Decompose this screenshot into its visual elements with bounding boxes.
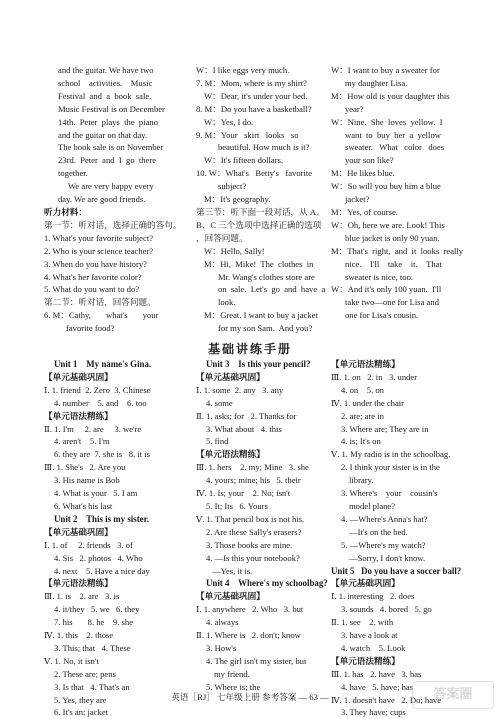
text-line: Ⅲ. 1. hers 2. my; Mine 3. she xyxy=(196,462,309,473)
text-line: ，回答问题。 xyxy=(196,232,248,243)
watermark-stamp: 答案圈 xyxy=(412,681,494,709)
text-line: model plane? xyxy=(349,500,396,511)
text-line: Mr. Wang's clothes store are xyxy=(218,271,315,282)
text-line: 4. The girl isn't my sister, but xyxy=(206,655,307,666)
text-line: M：Hi, Mike! The clothes in xyxy=(204,258,314,269)
text-line: Ⅱ. 1. asks; for 2. Thanks for xyxy=(196,410,297,421)
text-line: your son like? xyxy=(345,155,394,166)
text-line: Ⅱ. 1. see 2. with xyxy=(331,617,394,628)
text-line: 2. These are; pens xyxy=(54,668,116,679)
text-line: 8. M：Do you have a basketball? xyxy=(196,103,312,114)
text-line: 4. —Is this your notebook? xyxy=(206,552,300,563)
text-line: 3. sounds 4. bored 5. go xyxy=(341,604,432,615)
text-line: Unit 5 Do you have a soccer ball? xyxy=(331,565,462,576)
text-line: 4. always xyxy=(206,617,239,628)
column-middle-top xyxy=(196,64,326,335)
text-line: 9. M：Your skirt looks so xyxy=(196,129,299,140)
text-line: —It's on the bed. xyxy=(349,526,408,537)
text-line: 3. Where's your cousin's xyxy=(341,488,438,499)
text-line: 2. are; are in xyxy=(341,410,384,421)
text-line: 5. Where is; the xyxy=(206,681,261,692)
text-line: Unit 3 Is this your pencil? xyxy=(206,359,311,369)
text-line: 3. have a look at xyxy=(341,630,398,641)
text-line: 【单元语法精练】 xyxy=(44,410,113,421)
text-line: one for Lisa's cousin. xyxy=(345,310,419,321)
text-line: M：How old is your daughter this xyxy=(331,90,450,101)
text-line: and the guitar. We have two xyxy=(58,65,154,75)
text-line: jacket? xyxy=(345,194,370,205)
text-line: 7. M：Mom, where is my shirt? xyxy=(196,77,307,88)
text-line: 4. is; It's on xyxy=(341,436,381,447)
text-line: 3. When do you have history? xyxy=(44,258,147,269)
text-line: 【单元基础巩固】 xyxy=(331,578,400,589)
text-line: 5. find xyxy=(206,436,229,447)
text-line: take two—one for Lisa and xyxy=(345,297,440,308)
text-line: 4. aren't 5. I'm xyxy=(54,436,110,447)
text-line: 4. some xyxy=(206,397,233,408)
text-line: 4. watch 5. Look xyxy=(341,642,406,653)
text-line: Ⅴ. 1. That pencil box is not his. xyxy=(196,513,305,524)
text-line: The book sale is on November xyxy=(58,142,164,153)
text-line: 3. How's xyxy=(206,642,237,653)
text-line: 6. What's his last xyxy=(54,500,113,511)
text-line: Ⅰ. 1. interesting 2. does xyxy=(331,591,415,602)
text-line: day. We are good friends. xyxy=(58,194,146,205)
text-line: Festival and a book sale. xyxy=(58,90,152,101)
text-line: 【单元基础巩固】 xyxy=(44,526,113,537)
page-footer: 英语［RJ］ 七年级上册 参考答案 — 63 — xyxy=(171,692,329,702)
text-line: M：That's right, and it looks really xyxy=(331,245,464,256)
text-line: 4. have 5. have; has xyxy=(341,681,414,692)
text-line: 听力材料： xyxy=(44,206,87,217)
text-line: favorite food? xyxy=(66,323,115,334)
text-line: 【单元基础巩固】 xyxy=(196,591,265,602)
text-line: W：Oh, here we are. Look! This xyxy=(331,219,445,230)
text-line: 7. his 8. he 9. she xyxy=(54,617,134,628)
text-line: year? xyxy=(345,103,364,114)
column-right-top xyxy=(331,64,467,322)
text-line: 3. Those books are mine. xyxy=(206,539,293,550)
text-line: 5. Yes, they are xyxy=(54,694,107,705)
text-line: my daughter Lisa. xyxy=(345,77,408,88)
text-line: 4. —Where's Anna's hat? xyxy=(341,513,428,524)
text-line: W：Hello, Sally! xyxy=(204,245,265,256)
text-line: 23rd. Peter and I go there xyxy=(58,155,157,166)
text-line: W：I like eggs very much. xyxy=(196,65,290,75)
text-line: W：And it's only 100 yuan. I'll xyxy=(331,284,442,295)
text-line: —Yes, it is. xyxy=(212,565,253,576)
column-middle-bottom xyxy=(196,358,326,694)
text-line: 4. next 5. Have a nice day xyxy=(54,565,150,576)
text-line: beautiful. How much is it? xyxy=(218,142,310,153)
column-left-top xyxy=(44,64,188,335)
column-right-bottom xyxy=(331,358,467,719)
text-line: Ⅲ. 1. on 2. in 3. under xyxy=(331,371,418,382)
text-line: want to buy her a yellow xyxy=(345,129,441,140)
text-line: for my son Sam. And you? xyxy=(218,323,313,334)
text-line: subject? xyxy=(218,181,247,192)
text-line: 【单元语法精练】 xyxy=(331,655,400,666)
text-line: B、C 三个选项中选择正确的选项 xyxy=(196,219,322,230)
text-line: 4. Sis 2. photos 4. Who xyxy=(54,552,143,563)
text-line: 5. It; Its 6. Yours xyxy=(206,500,268,511)
text-line: Ⅱ. 1. Where is 2. don't; know xyxy=(196,630,301,641)
text-line: Unit 2 This is my sister. xyxy=(54,513,149,524)
text-line: Ⅰ. 1. friend 2. Zero 3. Chinese xyxy=(44,384,151,395)
text-line: sweater is nice, too. xyxy=(345,271,414,282)
text-line: Ⅳ. 1. doesn't have 2. Do; have xyxy=(331,694,442,705)
text-line: 4. What's her favorite color? xyxy=(44,271,142,282)
text-line: 第一节：听对话，选择正确的答句。 xyxy=(44,219,182,230)
text-line: M：He likes blue. xyxy=(331,168,395,179)
text-line: W：Yes, I do. xyxy=(204,116,254,127)
text-line: 第三节：听下面一段对话，从 A、 xyxy=(196,206,325,217)
text-line: Ⅰ. 1. of 2. friends 3. of xyxy=(44,539,133,550)
text-line: Ⅴ. 1. My radio is in the schoolbag. xyxy=(331,449,451,460)
text-line: 10. W：What's Betty's favorite xyxy=(196,168,313,179)
text-line: 3. His name is Bob xyxy=(54,475,120,486)
text-line: blue jacket is only 90 yuan. xyxy=(345,232,440,243)
text-line: on sale. Let's go and have a xyxy=(218,284,326,295)
column-left-bottom xyxy=(44,358,188,719)
text-line: Ⅱ. 1. I'm 2. are 3. we're xyxy=(44,423,142,434)
text-line: W：Nine. She loves yellow. I xyxy=(331,116,443,127)
text-line: W：Dear, it's under your bed. xyxy=(204,90,308,101)
text-line: Ⅳ. 1. this 2. those xyxy=(44,630,114,641)
text-line: Ⅳ. 1. under the chair xyxy=(331,397,405,408)
text-line: 2. Are these Sally's erasers? xyxy=(206,526,302,537)
text-line: school activities. Music xyxy=(58,77,153,88)
text-line: 3. This; that 4. These xyxy=(54,642,131,653)
text-line: Unit 1 My name's Gina. xyxy=(54,359,152,369)
text-line: 4. yours; mine; his 5. their xyxy=(206,475,301,486)
text-line: We are very happy every xyxy=(68,181,154,192)
text-line: 第二节：听对话，回答问题。 xyxy=(44,297,156,308)
text-line: W：I want to buy a sweater for xyxy=(331,65,440,75)
text-line: —Sorry, I don't know. xyxy=(349,552,426,563)
text-line: 5. —Where's my watch? xyxy=(341,539,426,550)
text-line: 【单元基础巩固】 xyxy=(196,371,265,382)
text-line: sweater. What color does xyxy=(345,142,445,153)
text-line: M：Yes, of course. xyxy=(331,206,398,217)
text-line: 5. What do you want to do? xyxy=(44,284,140,295)
text-line: 2. Who is your science teacher? xyxy=(44,245,154,256)
text-line: 【单元语法精练】 xyxy=(44,578,113,589)
text-line: 4. it/they 5. we 6. they xyxy=(54,604,140,615)
text-line: 【单元基础巩固】 xyxy=(44,371,113,382)
text-line: Ⅲ. 1. is 2. are 3. is xyxy=(44,591,120,602)
text-line: library. xyxy=(349,475,374,486)
text-line: 1. What's your favorite subject? xyxy=(44,232,154,243)
text-line: W：So will you buy him a blue xyxy=(331,181,441,192)
text-line: 3. Where are; They are in xyxy=(341,423,429,434)
text-line: 6. It's an; jacket xyxy=(54,707,109,718)
text-line: 4. number 5. and 6. too xyxy=(54,397,147,408)
text-line: 3. They have; cups xyxy=(341,707,406,718)
text-line: and the guitar on that day. xyxy=(58,129,148,140)
text-line: Ⅲ. 1. has 2. have 3. has xyxy=(331,668,422,679)
text-line: W：It's fifteen dollars. xyxy=(204,155,284,166)
text-line: Music Festival is on December xyxy=(58,103,165,114)
text-line: 【单元语法精练】 xyxy=(331,359,400,369)
text-line: Ⅳ. 1. Is; your 2. No; isn't xyxy=(196,488,291,499)
text-line: M：Great. I want to buy a jacket xyxy=(204,310,318,321)
text-line: 4. on 5. on xyxy=(341,384,384,395)
text-line: 4. What is your 5. I am xyxy=(54,488,138,499)
text-line: 14th. Peter plays the piano xyxy=(58,116,159,127)
text-line: Ⅰ. 1. anywhere 2. Who 3. but xyxy=(196,604,304,615)
text-line: 6. they are 7. she is 8. it is xyxy=(54,449,150,460)
text-line: 3. Is that 4. That's an xyxy=(54,681,130,692)
text-line: 3. What about 4. this xyxy=(206,423,282,434)
text-line: look. xyxy=(218,297,236,308)
text-line: Ⅴ. 1. No, it isn't xyxy=(44,655,99,666)
section-title: 基础讲练手册 xyxy=(207,342,292,356)
text-line: together. xyxy=(58,168,88,179)
text-line: Ⅲ. 1. She's 2. Are you xyxy=(44,462,126,473)
text-line: 【单元语法精练】 xyxy=(196,449,265,460)
text-line: 2. I think your sister is in the xyxy=(341,462,440,473)
text-line: Ⅰ. 1. some 2. any 3. any xyxy=(196,384,284,395)
text-line: M：It's geography. xyxy=(204,194,271,205)
text-line: Unit 4 Where's my schoolbag? xyxy=(206,578,328,589)
text-line: my friend. xyxy=(214,668,250,679)
text-line: 6. M：Cathy, what's your xyxy=(44,310,159,321)
text-line: nice. I'll take it. That xyxy=(345,258,442,269)
